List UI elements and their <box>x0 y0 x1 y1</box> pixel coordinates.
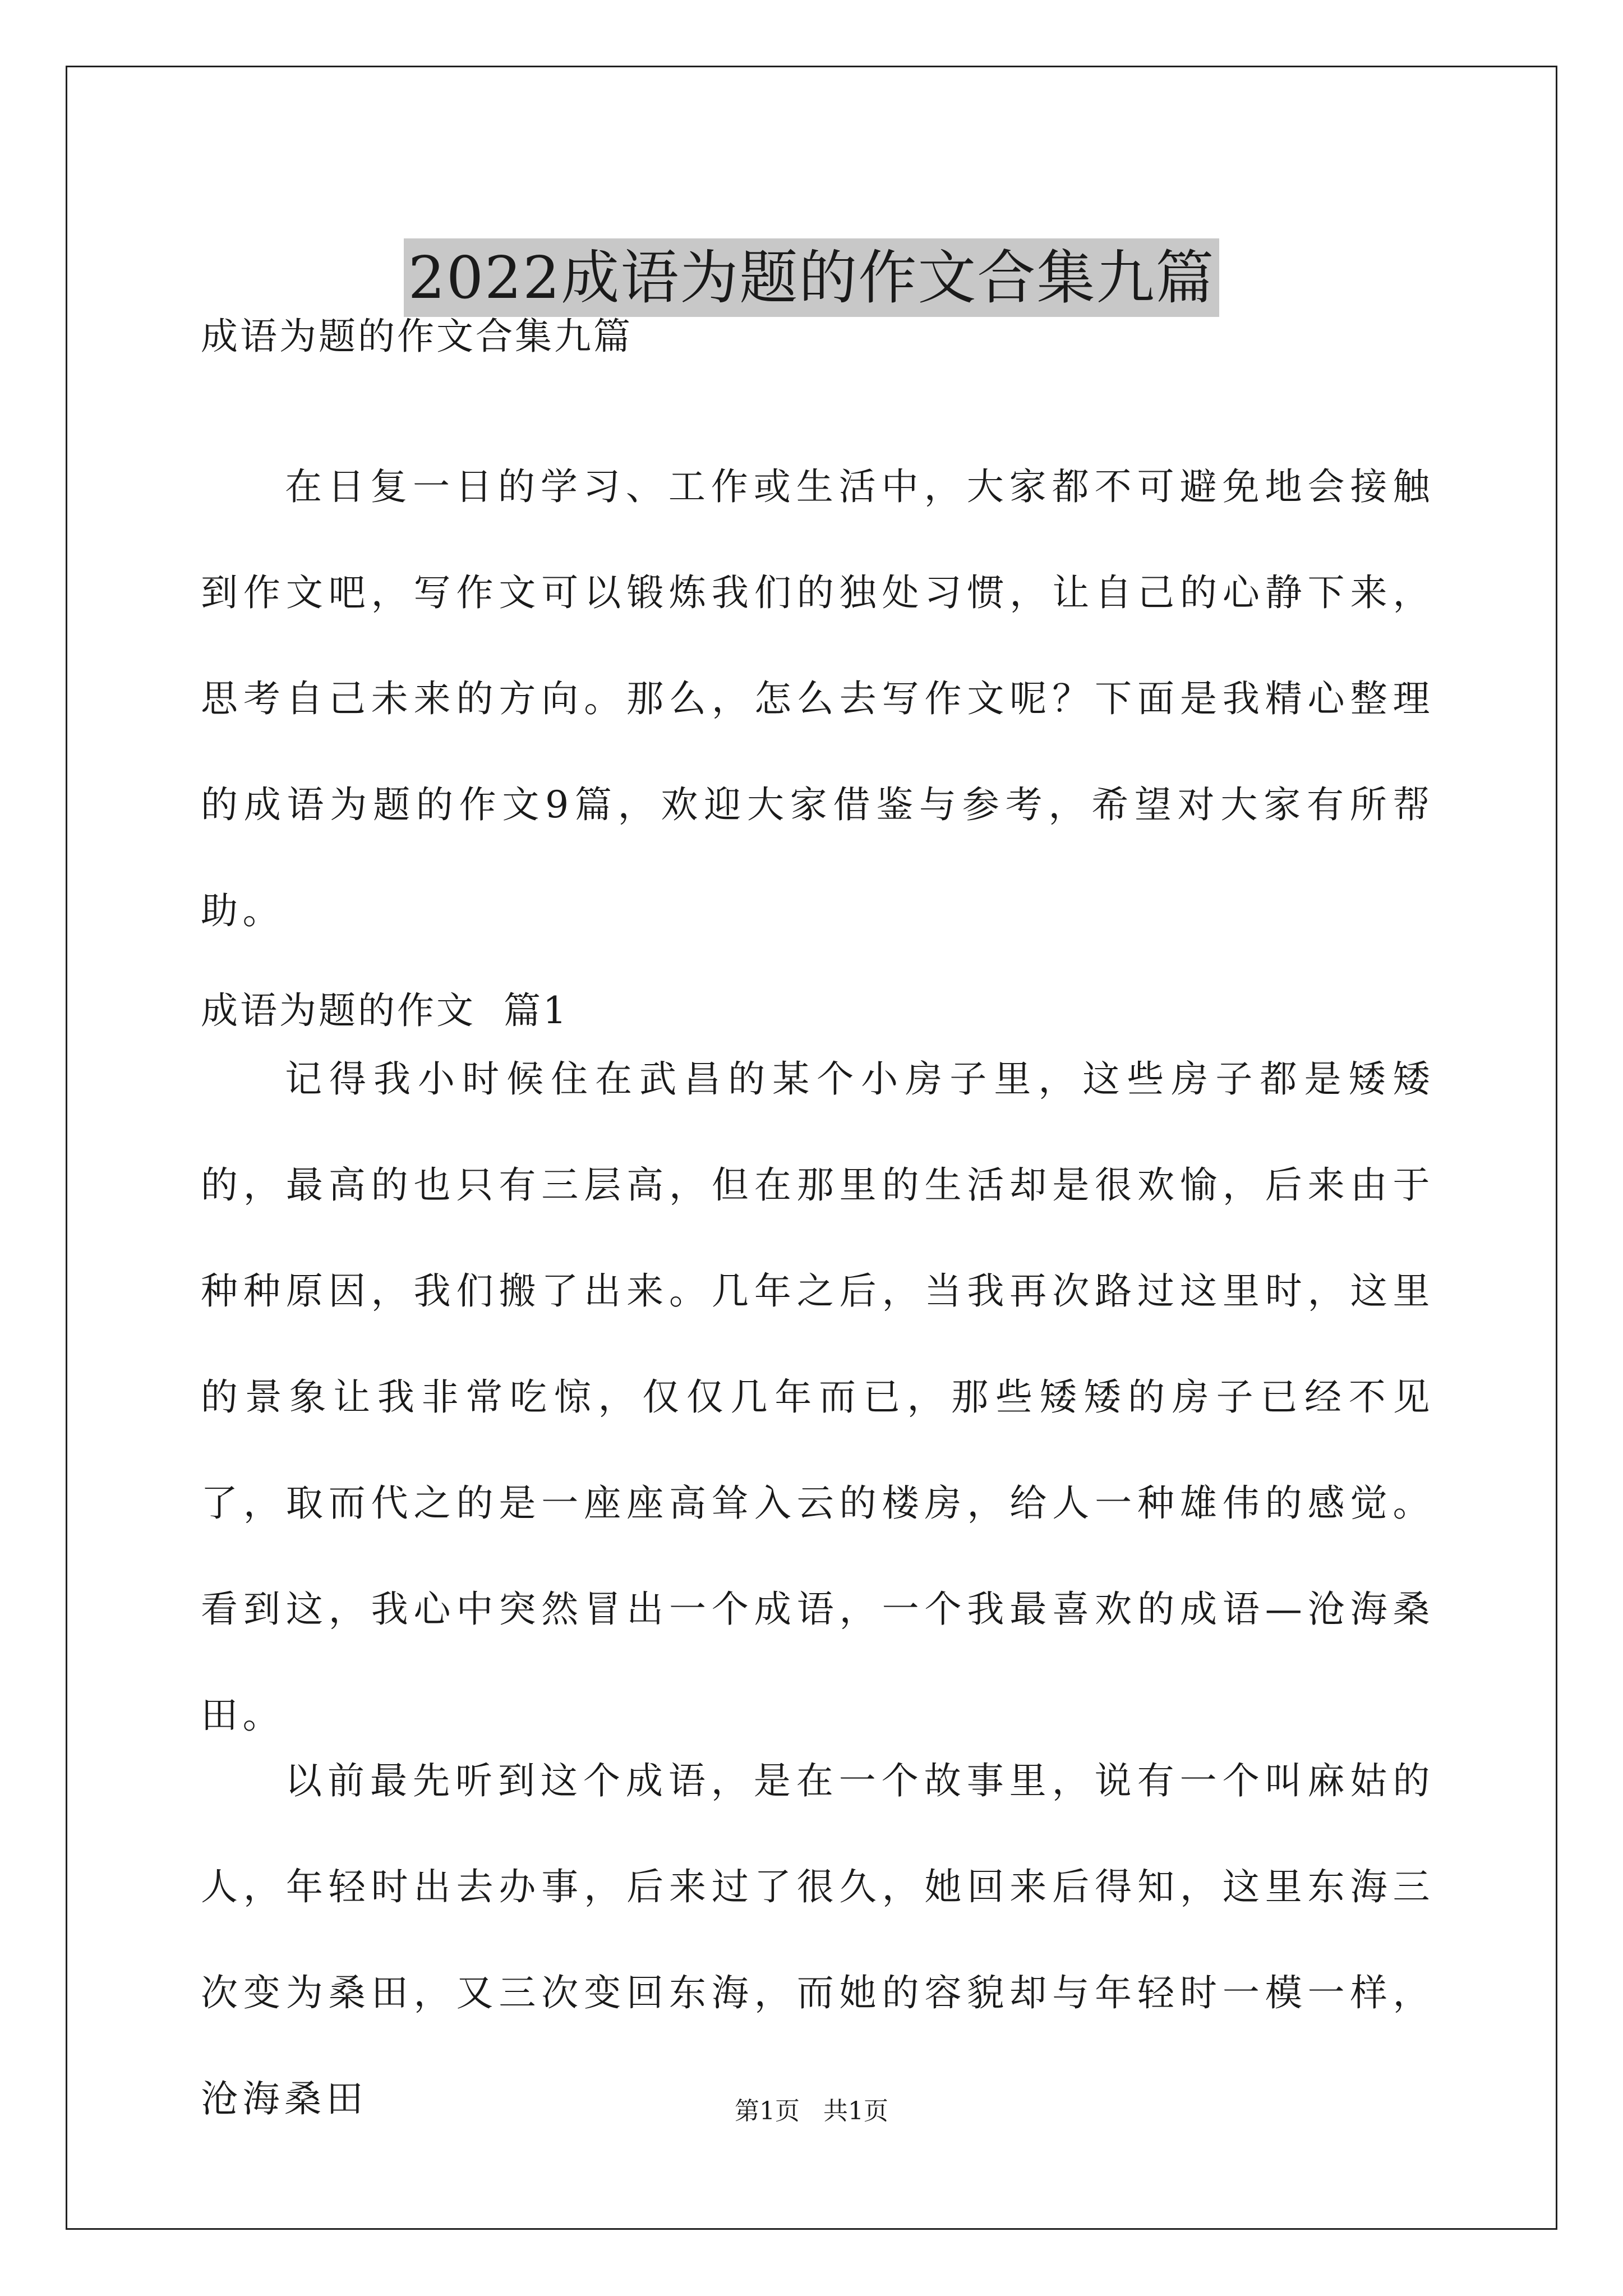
body-paragraph: 记得我小时候住在武昌的某个小房子里，这些房子都是矮矮的，最高的也只有三层高，但在那里的生活却是很欢愉，后来由于种种原因，我们搬了出来。几年之后，当我再次路过这里时，这里的景象让我非常吃惊，仅仅几年而已，那些矮矮的房子已经不见了，取而代之的是一座座高耸入云的楼房，给人一种雄伟的感觉。看到这，我心中突然冒出一个成语，一个我最喜欢的成语—沧海桑田。 <box>201 1057 1435 1737</box>
section-heading: 成语为题的作文 篇1 <box>201 989 569 1032</box>
document-subtitle: 成语为题的作文合集九篇 <box>201 315 633 358</box>
body-paragraph: 以前最先听到这个成语，是在一个故事里，说有一个叫麻姑的人，年轻时出去办事，后来过了很久，她回来后得知，这里东海三次变为桑田，又三次变回东海，而她的容貌却与年轻时一模一样，沧海桑田 <box>201 1759 1435 2120</box>
intro-paragraph: 在日复一日的学习、工作或生活中，大家都不可避免地会接触到作文吧，写作文可以锻炼我们的独处习惯，让自己的心静下来，思考自己未来的方向。那么，怎么去写作文呢？下面是我精心整理的成语为题的作文9篇，欢迎大家借鉴与参考，希望对大家有所帮助。 <box>201 465 1435 932</box>
document-title: 2022成语为题的作文合集九篇 <box>404 238 1220 317</box>
page-footer: 第1页 共1页 <box>735 2097 888 2125</box>
